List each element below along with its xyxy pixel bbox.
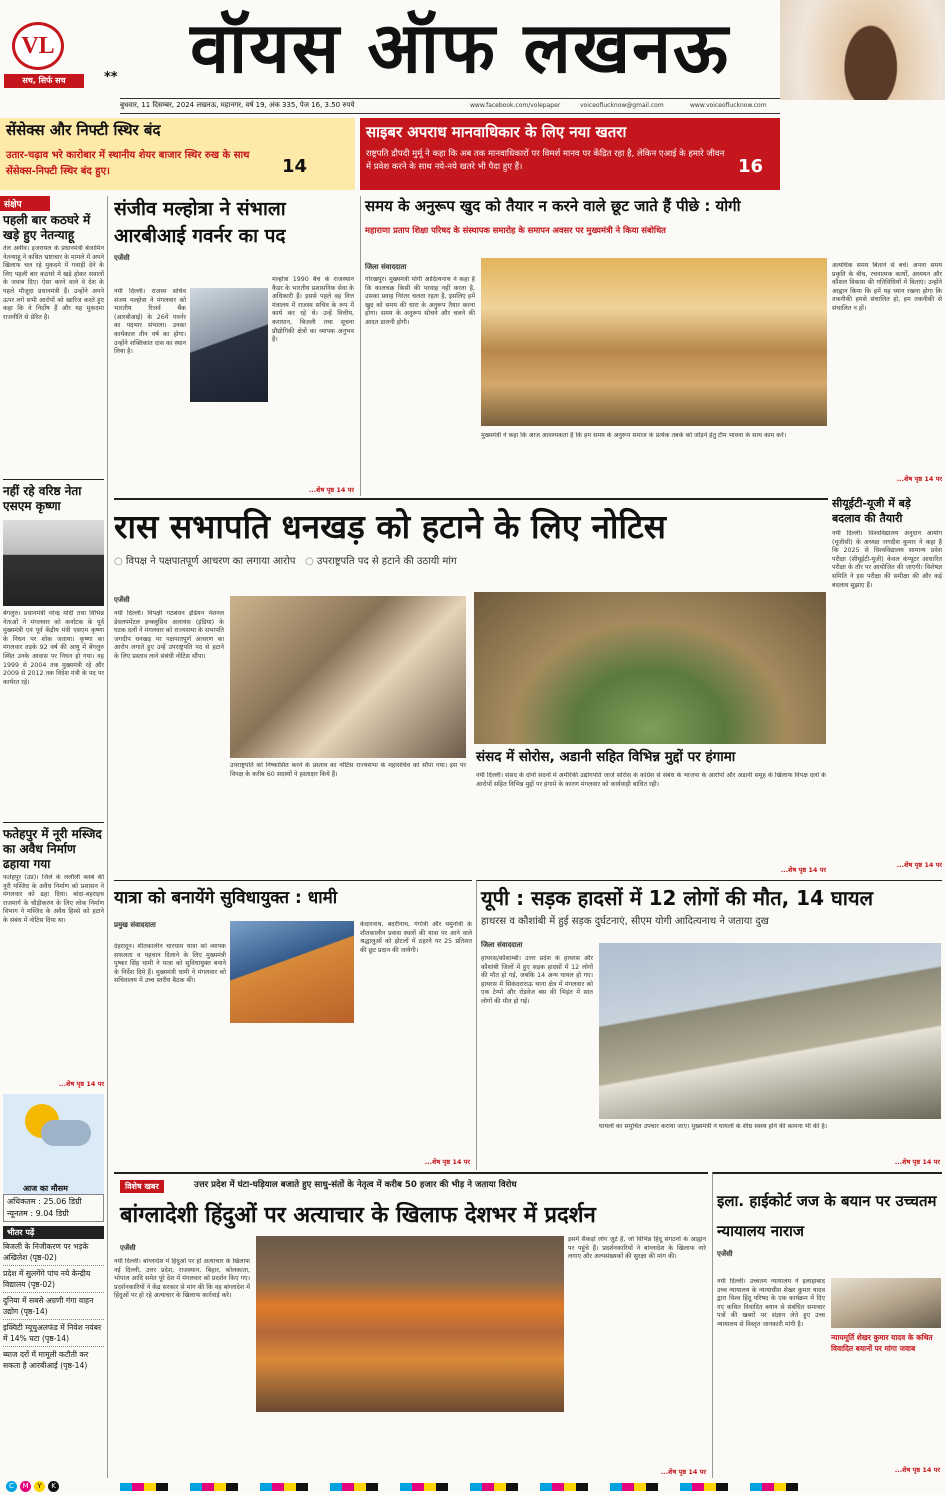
dhami-story [114, 880, 472, 1170]
weather-box [3, 1094, 104, 1194]
top-right-teaser[interactable] [360, 118, 780, 190]
accident-text: हाथरस/कौशाम्बी। उत्तर प्रदेश के हाथरस और कौशांबी जिलों में हुए सड़क हादसों में 12 लोगों की मौत हो गई, जबकि 14 अन्य घायल हो गए। हाथरस में सिकंदराराऊ थाना क्षेत्र में मंगलवार को एक टेम्पो और रोडवेज बस की भिड़ंत में सात लोगों की मौत हो गई। [481, 955, 593, 1005]
inside-item[interactable]: दुनिया में सबसे अग्रणी गंगा वाहन उद्योग (पृष्ठ-14) [3, 1293, 104, 1320]
protest-text-2: इसमें सैकड़ों लोग जुटे हैं, जो विभिन्न हिंदू संगठनों के आह्वान पर पहुंचे हैं। प्रदर्शनकारियों ने बांग्लादेश के खिलाफ नारे लगाए और अल्पसंख्यकों की सुरक्षा की मांग की। [568, 1236, 706, 1261]
brief-fatehpur-text: फतेहपुर (उप्र)। जिले के ललौली कस्बे की नूरी मस्जिद के अवैध निर्माण को प्रशासन ने मंगलवार को ढहा दिया। बांदा-बहराइच राजमार्ग के चौड़ीकरण के लिए लोक निर्माण विभाग ने मस्जिद के अवैध हिस्से को हटाने के संबंध में नोटिस दिया था। [3, 874, 104, 924]
inside-box [3, 1226, 104, 1373]
dhankhar-story [114, 498, 828, 878]
protest-kicker: उत्तर प्रदेश में घंटा-घड़ियाल बजाते हुए साधु-संतों के नेतृत्व में करीब 50 हजार की भीड़ ने जताया विरोध [194, 1180, 517, 1190]
weather-max-label: अधिकतम [7, 1197, 36, 1206]
rbi-more[interactable]: ...शेष पृष्ठ 14 पर [308, 486, 354, 494]
rbi-story [114, 196, 354, 496]
rbi-governor-photo [190, 288, 268, 402]
facebook-link[interactable]: www.facebook.com/volepaper [470, 102, 561, 109]
cmyk-y: Y [34, 1481, 45, 1492]
ugc-headline[interactable]: सीयूईटी-यूजी में बड़े बदलाव की तैयारी [832, 497, 911, 525]
protest-label: विशेष खबर [120, 1180, 164, 1193]
accident-subhead: हाथरस व कौशांबी में हुई सड़क दुर्घटनाएं, सीएम योगी आदित्यनाथ ने जताया दुख [481, 916, 769, 927]
cmyk-c: C [6, 1481, 17, 1492]
masthead-stars: ** [104, 70, 118, 85]
president-photo [780, 0, 945, 100]
top-left-teaser[interactable] [0, 118, 355, 190]
footer-bar [0, 1480, 945, 1495]
ugc-text: नयी दिल्ली। विश्वविद्यालय अनुदान आयोग (यूजीसी) के अध्यक्ष जगदीश कुमार ने कहा है कि 2025 से विश्वविद्यालय सामान्य प्रवेश परीक्षा (सीयूईटी-यूजी) केवल कंप्यूटर आधारित परीक्षा के तौर पर आयोजित की जाएगी। विशेषज्ञ समिति ने इस परीक्षा की समीक्षा की और कई बदलाव सुझाए हैं। [832, 530, 942, 589]
logo-tagline: सच, सिर्फ सच [4, 74, 84, 88]
rbi-byline: एजेंसी [114, 254, 130, 262]
protest-text: नयी दिल्ली। बांग्लादेश में हिंदुओं पर हो अत्याचार के खिलाफ नई दिल्ली, उत्तर प्रदेश, राजस्थान, बिहार, कोलकाता, भोपाल आदि समेत पूरे देश में मंगलवार को प्रदर्शन किए गए। प्रदर्शनकारियों ने केंद्र सरकार से मांग की कि वह बांग्लादेश में हिंदुओं पर हो रहे अत्याचार के खिलाफ कार्रवाई करे। [114, 1258, 250, 1300]
teaser-text-right: राष्ट्रपति द्रौपदी मुर्मू ने कहा कि अब तक मानवाधिकारों पर विमर्श मानव पर केंद्रित रहा है, लेकिन एआई के हमारे जीवन में प्रवेश करने के साथ नये-नये खतरे भी पैदा हुए हैं। [366, 149, 725, 172]
yogi-text: गोरखपुर। मुख्यमंत्री योगी आदित्यनाथ ने कहा है कि कालचक्र किसी की परवाह नहीं करता है, उसका प्रवाह निरंतर चलता रहता है, इसलिए हमें खुद को समय की धारा के अनुरूप तैयार करना होगा। समय के अनुरूप सोचने और चलने की आदत डालनी होगी। [365, 276, 475, 326]
ugc-more[interactable]: ...शेष पृष्ठ 14 पर [896, 861, 942, 869]
accident-photo [599, 943, 941, 1119]
logo [12, 22, 64, 70]
teaser-headline: सेंसेक्स और निफ्टी स्थिर बंद [6, 121, 161, 139]
dhami-headline[interactable]: यात्रा को बनायेंगे सुविधायुक्त : धामी [114, 888, 338, 908]
yogi-headline[interactable]: समय के अनुरूप खुद को तैयार न करने वाले छूट जाते हैं पीछे : योगी [365, 197, 741, 215]
hc-byline: एजेंसी [717, 1250, 733, 1258]
teaser-headline-right: साइबर अपराध मानवाधिकार के लिए नया खतरा [366, 123, 627, 141]
brief-fatehpur-more[interactable]: ...शेष पृष्ठ 14 पर [58, 1080, 104, 1088]
protest-byline: एजेंसी [120, 1244, 136, 1252]
color-registration-strip [120, 1483, 820, 1491]
inside-title: भीतर पढ़ें [3, 1226, 104, 1239]
cmyk-k: K [48, 1481, 59, 1492]
logo-letters: VL [21, 33, 55, 59]
rbi-headline[interactable]: संजीव मल्होत्रा ने संभाला आरबीआई गवर्नर का पद [114, 198, 286, 247]
hc-more[interactable]: ...शेष पृष्ठ 14 पर [894, 1466, 940, 1474]
accident-text-2: घायलों का समुचित उपचार कराया जाए। मुख्यमंत्री ने घायलों के शीघ्र स्वस्थ होने की कामना भी की है। [599, 1123, 828, 1130]
soros-more[interactable]: ...शेष पृष्ठ 14 पर [780, 866, 826, 874]
ugc-story [832, 496, 942, 876]
protest-story [114, 1172, 708, 1478]
hc-judge-photo [831, 1278, 941, 1328]
soros-headline[interactable]: संसद में सोरोस, अडानी सहित विभिन्न मुद्दों पर हंगामा [476, 749, 736, 765]
yogi-text-2: मुख्यमंत्री ने कहा कि आज आवश्यकता है कि हम समय के अनुरूप समाज के प्रत्येक तबके को जोड़ने हेतु टीम भावना के साथ काम करें। [481, 432, 787, 439]
brief-fatehpur-headline[interactable]: फतेहपुर में नूरी मस्जिद का अवैध निर्माण ढहाया गया [3, 827, 102, 871]
weather-table: अधिकतम : 25.06 डिग्री न्यूनतम : 9.04 डिग्री [3, 1194, 104, 1222]
teaser-page-right: 16 [738, 156, 764, 177]
dhankhar-deck-2: उपराष्ट्रपति पद से हटाने की उठायी मांग [316, 556, 457, 567]
inside-item[interactable]: बिजली के निजीकरण पर भड़के अखिलेश (पृष्ठ-02) [3, 1239, 104, 1266]
sidebar [0, 196, 108, 1478]
hc-story [712, 1172, 942, 1478]
dhami-photo [230, 921, 354, 1023]
krishna-photo [3, 520, 104, 606]
soros-text: नयी दिल्ली। संसद के दोनों सदनों में अमेरिकी उद्योगपति जार्ज सोरोस के कांग्रेस से संबंध के भाजपा के आरोपों और अडानी समूह के खिलाफ विपक्ष दलों के आरोपों सहित विभिन्न मुद्दों पर हंगामे के कारण मंगलवार को कार्यवाही बाधित रही। [476, 772, 826, 788]
yogi-subhead: महाराणा प्रताप शिक्षा परिषद के संस्थापक समारोह के समापन अवसर पर मुख्यमंत्री ने किया संबोधित [365, 225, 666, 235]
weather-min-label: न्यूनतम [7, 1209, 28, 1218]
protest-photo [256, 1236, 564, 1412]
website-link[interactable]: www.voiceoflucknow.com [690, 102, 767, 109]
brief-krishna-headline[interactable]: नहीं रहे वरिष्ठ नेता एसएम कृष्णा [3, 484, 82, 513]
accident-headline[interactable]: यूपी : सड़क हादसों में 12 लोगों की मौत, 14 घायल [481, 886, 874, 910]
weather-min: 9.04 डिग्री [35, 1209, 69, 1218]
protest-headline[interactable]: बांग्लादेशी हिंदुओं पर अत्याचार के खिलाफ देशभर में प्रदर्शन [120, 1203, 596, 1228]
hc-text: नयी दिल्ली। उच्चतम न्यायालय ने इलाहाबाद उच्च न्यायालय के न्यायाधीश शेखर कुमार यादव द्वारा विश्व हिंदू परिषद के एक कार्यक्रम में दिए गए कथित विवादित बयान से संबंधित समाचार पत्रों की खबरों पर संज्ञान लेते हुए उच्च न्यायालय से विस्तृत जानकारी मांगी है। [717, 1278, 825, 1328]
dhankhar-photo [230, 596, 466, 758]
dhami-more[interactable]: ...शेष पृष्ठ 14 पर [424, 1158, 470, 1166]
accident-byline: जिला संवाददाता [481, 941, 523, 949]
dateline: बुधवार, 11 दिसम्बर, 2024 लखनऊ, महानगर, वर्ष 19, अंक 335, पेज 16, 3.50 रुपये [120, 101, 355, 109]
email-link[interactable]: voiceoflucknow@gmail.com [580, 102, 664, 109]
teaser-text: उतार-चढ़ाव भरे कारोबार में स्थानीय शेयर बाजार स्थिर रुख के साथ सेंसेक्स-निफ्टी स्थिर बंद हुए। [6, 150, 250, 177]
dhami-text-2: केदारनाथ, बदरीनाथ, गंगोत्री और यमुनोत्री के शीतकालीन प्रवास स्थलों की यात्रा पर आने वाले श्रद्धालुओं को होटलों में ठहरने पर 25 प्रतिशत की छूट प्रदान की जायेगी। [360, 921, 472, 954]
inside-item[interactable]: इक्विटी म्यूचुअलफंड में निवेश नवंबर में 14% घटा (पृष्ठ-14) [3, 1320, 104, 1347]
yogi-story [360, 196, 828, 496]
hc-quote: न्यायमूर्ति शेखर कुमार यादव के कथित विवादित बयानों पर मांगा जवाब [831, 1333, 933, 1353]
yogi-more[interactable]: ...शेष पृष्ठ 14 पर [896, 475, 942, 483]
inside-item[interactable]: प्रदेश में सुलगेंगे पांच नये केन्द्रीय विद्यालय (पृष्ठ-02) [3, 1266, 104, 1293]
yogi-event-photo [481, 258, 827, 426]
cmyk-m: M [20, 1481, 31, 1492]
hc-headline[interactable]: इला. हाईकोर्ट जज के बयान पर उच्चतम न्यायालय नाराज [717, 1192, 937, 1240]
accident-story [476, 880, 942, 1170]
dhankhar-byline: एजेंसी [114, 596, 130, 604]
inside-item[interactable]: ब्याज दरों में मामूली कटौती कर सकता है आरबीआई (पृष्ठ-14) [3, 1350, 89, 1370]
weather-title: आज का मौसम [23, 1184, 68, 1193]
dhami-byline: प्रमुख संवाददाता [114, 921, 156, 929]
dhankhar-deck: ○ विपक्ष ने पक्षपातपूर्ण आचरण का लगाया आरोप ○ उपराष्ट्रपति पद से हटाने की उठायी मांग [114, 556, 457, 567]
brief-netanyahu-text: तेल अवीव। इजरायल के प्रधानमंत्री बेंजामिन नेतन्याहू ने कथित भ्रष्टाचार के मामले में अपने खिलाफ चल रहे मुकदमे में गवाही देने के लिए पहली बार कठघरे में खड़े होकर सवालों के जवाब दिए। ऐसा करने वाले वे देश के पहले मौजूदा प्रधानमंत्री हैं। उन्होंने अपने ऊपर लगे सभी आरोपों को खारिज करते हुए कहा कि वे निर्दोष हैं और यह मुकदमा राजनीति से प्रेरित है। [3, 245, 105, 321]
accident-more[interactable]: ...शेष पृष्ठ 14 पर [894, 1158, 940, 1166]
parliament-photo [474, 592, 826, 744]
dhankhar-text: नयी दिल्ली। विपक्षी गठबंधन इंडियन नेशनल डेवलपमेंटल इन्क्लूसिव अलायंस (इंडिया) के घटक दलों ने मंगलवार को राज्यसभा के सभापति जगदीप धनखड़ पर पक्षपातपूर्ण आचरण का आरोप लगाते हुए उन्हें उपराष्ट्रपति पद से हटाने के लिए प्रस्ताव लाने संबंधी नोटिस सौंपा। [114, 610, 224, 660]
sidebar-label: संक्षेप [0, 196, 50, 211]
dhankhar-deck-1: विपक्ष ने पक्षपातपूर्ण आचरण का लगाया आरोप [125, 556, 296, 567]
masthead-title: वॉयस ऑफ लखनऊ [190, 6, 730, 89]
yogi-right-text: अत्यधिक समय बिताने से बचें। अपना समय प्रकृति के बीच, रचनात्मक कार्यों, अध्ययन और कौशल विकास की गतिविधियों में बिताएं। उन्होंने आह्वान किया कि हमें यह ध्यान रखना होगा कि तकनीकी हमसे संचालित हो, हम तकनीकी से संचालित न हों। [832, 262, 942, 312]
masthead [0, 0, 945, 100]
rbi-text-1: नयी दिल्ली। राजस्व सचिव संजय मल्होत्रा ने मंगलवार को भारतीय रिजर्व बैंक (आरबीआई) के 26वें गवर्नर का पदभार संभाला। उनका कार्यकाल तीन वर्ष का होगा। उन्होंने शक्तिकांत दास का स्थान लिया है। [114, 288, 186, 356]
yogi-continued [832, 262, 942, 488]
protest-more[interactable]: ...शेष पृष्ठ 14 पर [660, 1468, 706, 1476]
dhankhar-text-2: उपराष्ट्रपति को निष्कासित करने के प्रस्ताव का नोटिस राज्यसभा के महासचिव को सौंपा गया। इस पर विपक्ष के करीब 60 सदस्यों ने हस्ताक्षर किये हैं। [230, 762, 466, 778]
brief-netanyahu-headline[interactable]: पहली बार कठघरे में खड़े हुए नेतन्याहू [3, 213, 91, 242]
dateline-bar [120, 98, 780, 114]
teaser-page: 14 [282, 156, 308, 177]
dhami-text: देहरादून। शीतकालीन चारधाम यात्रा को व्यापक सफलता व पहचान दिलाने के लिए मुख्यमंत्री पुष्कर सिंह धामी ने यात्रा को सुविधायुक्त बनाने के निर्देश दिये हैं। मुख्यमंत्री धामी ने मंगलवार को सचिवालय में उच्च स्तरीय बैठक की। [114, 943, 226, 985]
yogi-byline: जिला संवाददाता [365, 263, 407, 271]
brief-krishna-text: बेंगलुरु। प्रधानमंत्री नरेन्द्र मोदी तथा विभिन्न नेताओं ने मंगलवार को कर्नाटक के पूर्व मुख्यमंत्री एवं पूर्व केंद्रीय मंत्री एसएम कृष्णा के निधन पर शोक जताया। कृष्णा का मंगलवार तड़के 92 वर्ष की आयु में बेंगलुरु स्थित उनके आवास पर निधन हो गया। वह 1999 से 2004 तक मुख्यमंत्री रहे और 2009 से 2012 तक विदेश मंत्री के पद पर कार्यरत रहे। [3, 610, 104, 686]
rbi-text-2: मल्होत्रा 1990 बैच के राजस्थान कैडर के भारतीय प्रशासनिक सेवा के अधिकारी हैं। इससे पहले वह वित्त मंत्रालय में राजस्व सचिव के रूप में कार्य कर रहे थे। उन्हें वित्तीय, कराधान, बिजली तथा सूचना प्रौद्योगिकी क्षेत्रों का व्यापक अनुभव है। [272, 276, 354, 344]
dhankhar-headline[interactable]: रास सभापति धनखड़ को हटाने के लिए नोटिस [114, 507, 666, 546]
weather-max: 25.06 डिग्री [43, 1197, 82, 1206]
